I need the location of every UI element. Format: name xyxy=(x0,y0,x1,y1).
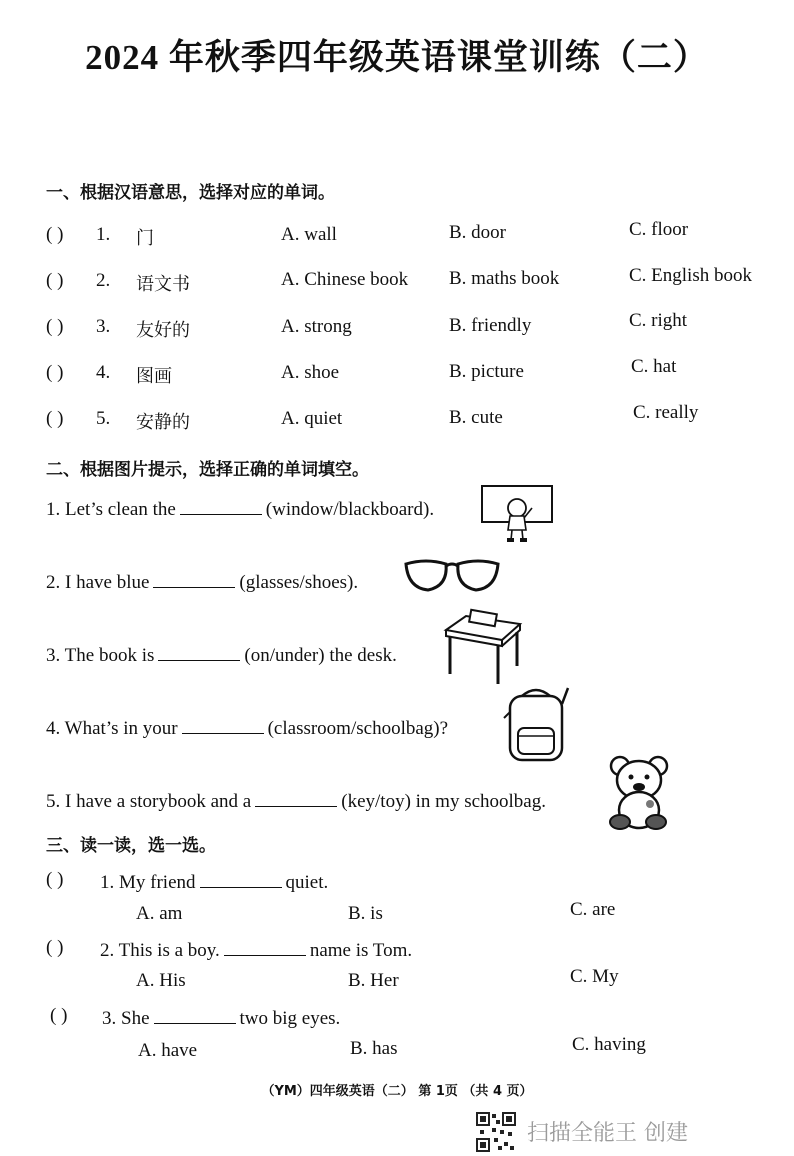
fill-text-after: (window/blackboard). xyxy=(265,499,435,520)
item-number: 1. xyxy=(96,224,111,245)
stem-before: 3. She xyxy=(102,1008,150,1029)
fill-text-before: 5. I have a storybook and a xyxy=(46,791,252,812)
glasses-icon xyxy=(402,556,502,594)
page-footer: （YM）四年级英语（二） 第 1页 （共 4 页） xyxy=(261,1084,533,1099)
option-b: B. picture xyxy=(449,361,524,382)
fill-text-before: 2. I have blue xyxy=(46,572,150,593)
answer-paren[interactable]: ( ) xyxy=(46,937,64,958)
chinese-word: 友好的 xyxy=(136,320,190,341)
chinese-word: 门 xyxy=(136,228,154,249)
chinese-word: 语文书 xyxy=(136,274,190,295)
option-b: B. is xyxy=(348,903,383,924)
answer-blank[interactable] xyxy=(154,1005,236,1024)
fill-item xyxy=(46,642,397,667)
answer-paren[interactable]: ( ) xyxy=(50,1005,68,1026)
stem-before: 2. This is a boy. xyxy=(100,940,220,961)
option-c: C. English book xyxy=(629,265,752,286)
fill-item xyxy=(46,496,434,521)
option-a: A. strong xyxy=(281,316,352,337)
answer-blank[interactable] xyxy=(153,569,235,588)
question-stem xyxy=(102,1005,340,1030)
answer-blank[interactable] xyxy=(182,715,264,734)
option-c: C. having xyxy=(572,1034,646,1055)
answer-blank[interactable] xyxy=(180,496,262,515)
option-c: C. hat xyxy=(631,356,677,377)
fill-text-before: 4. What’s in your xyxy=(46,718,178,739)
fill-text-after: (key/toy) in my schoolbag. xyxy=(341,791,546,812)
question-stem xyxy=(100,937,412,962)
option-a: A. am xyxy=(136,903,183,924)
option-a: A. quiet xyxy=(281,408,343,429)
answer-blank[interactable] xyxy=(158,642,240,661)
option-a: A. His xyxy=(136,970,186,991)
fill-text-before: 3. The book is xyxy=(46,645,155,666)
desk-book-icon xyxy=(440,606,524,686)
schoolbag-icon xyxy=(500,684,572,764)
stem-after: name is Tom. xyxy=(309,940,413,961)
fill-item xyxy=(46,569,358,594)
page-title: 2024 年秋季四年级英语课堂训练（二） xyxy=(85,38,709,77)
item-number: 4. xyxy=(96,362,111,383)
option-c: C. really xyxy=(633,402,699,423)
option-a: A. have xyxy=(138,1040,198,1061)
answer-blank[interactable] xyxy=(200,869,282,888)
option-b: B. cute xyxy=(449,407,503,428)
fill-item xyxy=(46,715,448,740)
stem-after: quiet. xyxy=(285,872,329,893)
qr-code-icon xyxy=(476,1112,516,1152)
answer-paren[interactable]: ( ) xyxy=(46,869,64,890)
answer-blank[interactable] xyxy=(255,788,337,807)
option-c: C. right xyxy=(629,310,688,331)
option-a: A. Chinese book xyxy=(281,269,409,290)
option-b: B. friendly xyxy=(449,315,532,336)
stem-after: two big eyes. xyxy=(239,1008,341,1029)
fill-text-after: (glasses/shoes). xyxy=(239,572,359,593)
section1-heading: 一、根据汉语意思，选择对应的单词。 xyxy=(46,183,335,203)
option-c: C. are xyxy=(570,899,616,920)
option-b: B. Her xyxy=(348,970,399,991)
item-number: 5. xyxy=(96,408,111,429)
fill-text-before: 1. Let’s clean the xyxy=(46,499,176,520)
answer-blank[interactable] xyxy=(224,937,306,956)
answer-paren[interactable]: ( ) xyxy=(46,316,64,337)
scanner-watermark: 扫描全能王 创建 xyxy=(527,1121,688,1146)
stem-before: 1. My friend xyxy=(100,872,196,893)
answer-paren[interactable]: ( ) xyxy=(46,362,64,383)
section3-heading: 三、读一读，选一选。 xyxy=(46,836,216,856)
teddy-bear-icon xyxy=(606,754,674,832)
question-stem xyxy=(100,869,328,894)
chinese-word: 图画 xyxy=(136,366,172,387)
option-b: B. maths book xyxy=(449,268,560,289)
chinese-word: 安静的 xyxy=(136,412,190,433)
answer-paren[interactable]: ( ) xyxy=(46,408,64,429)
fill-text-after: (on/under) the desk. xyxy=(244,645,397,666)
option-b: B. door xyxy=(449,222,506,243)
item-number: 3. xyxy=(96,316,111,337)
section2-heading: 二、根据图片提示，选择正确的单词填空。 xyxy=(46,460,369,480)
answer-paren[interactable]: ( ) xyxy=(46,224,64,245)
fill-text-after: (classroom/schoolbag)? xyxy=(267,718,449,739)
option-c: C. My xyxy=(570,966,619,987)
option-a: A. shoe xyxy=(281,362,340,383)
blackboard-boy-icon xyxy=(480,484,554,544)
option-c: C. floor xyxy=(629,219,689,240)
option-b: B. has xyxy=(350,1038,398,1059)
item-number: 2. xyxy=(96,270,111,291)
option-a: A. wall xyxy=(281,224,337,245)
fill-item xyxy=(46,788,546,813)
answer-paren[interactable]: ( ) xyxy=(46,270,64,291)
